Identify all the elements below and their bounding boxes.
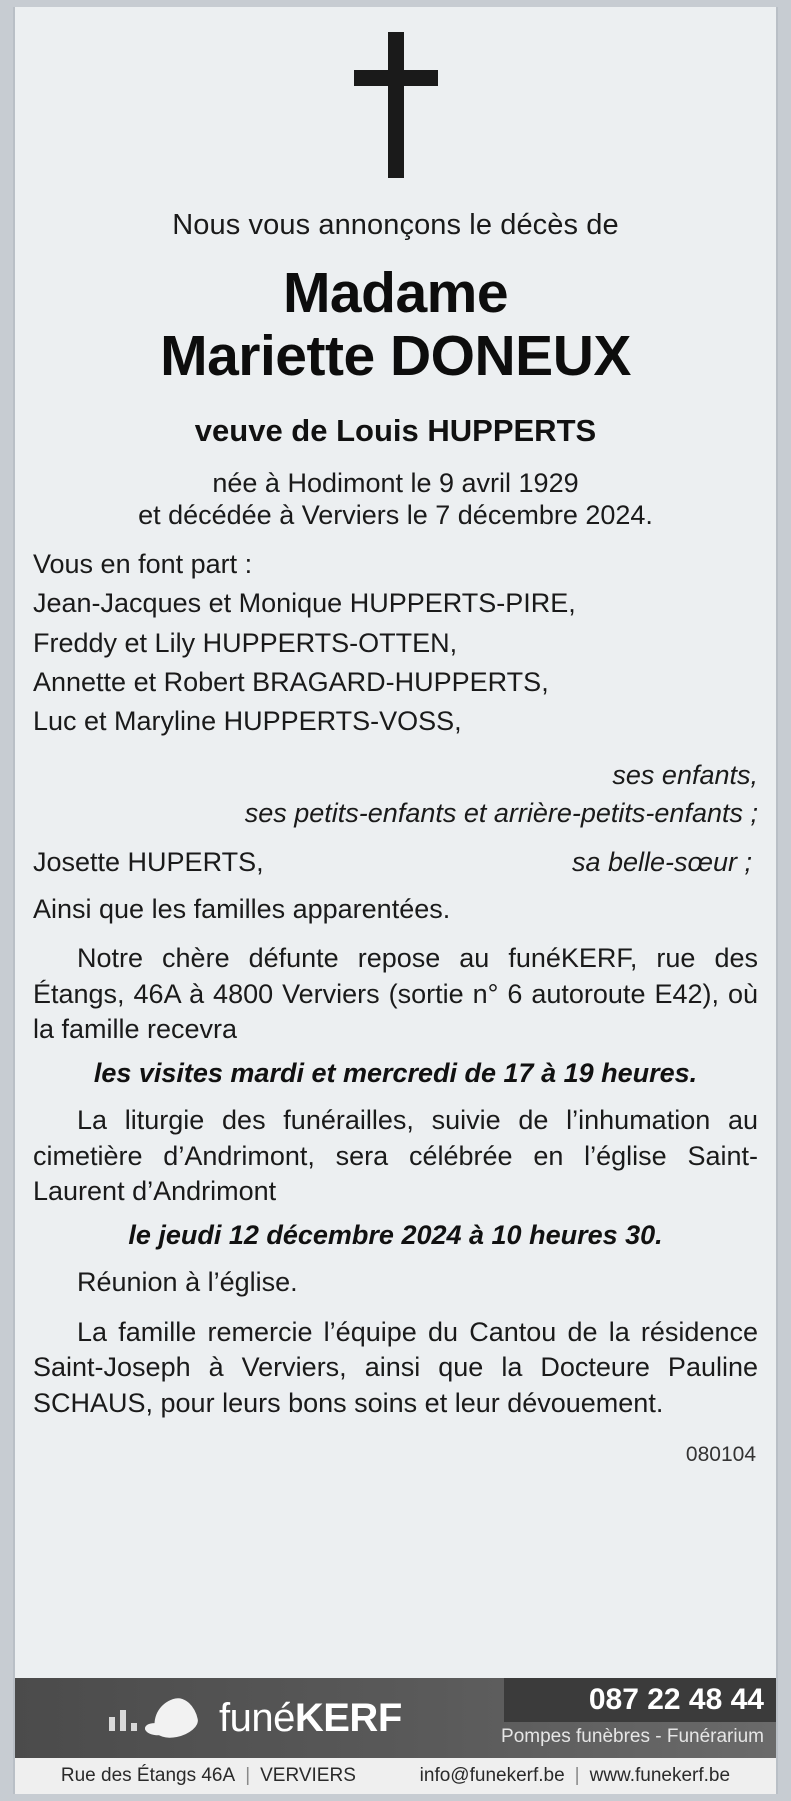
sister-in-law-row bbox=[33, 847, 758, 878]
deceased-title: Madame bbox=[282, 261, 509, 325]
cross-symbol-wrap bbox=[33, 7, 758, 203]
cross-horizontal-bar bbox=[354, 70, 438, 86]
footer-email[interactable]: info@funekerf.be bbox=[419, 1765, 565, 1786]
footer-separator-1: | bbox=[245, 1765, 251, 1786]
logo-bars-icon bbox=[109, 1707, 135, 1733]
cross-vertical-bar bbox=[388, 32, 404, 178]
repose-paragraph: Notre chère défunte repose au funéKERF, rue des Étangs, 46A à 4800 Verviers (sortie n° 6 autoroute E42), où la famille recevra bbox=[33, 943, 758, 1045]
sister-in-law-name: Josette HUPERTS, bbox=[33, 846, 264, 877]
footer-address: Rue des Étangs 46A bbox=[60, 1765, 236, 1786]
footer-tagline: Pompes funèbres - Funérarium bbox=[501, 1726, 764, 1747]
birth-line: née à Hodimont le 9 avril 1929 bbox=[212, 467, 579, 498]
footer-separator-2: | bbox=[574, 1765, 580, 1786]
family-member-2: Freddy et Lily HUPPERTS-OTTEN, bbox=[33, 627, 458, 658]
brand-name-thin: funé bbox=[219, 1695, 295, 1740]
footer-city: VERVIERS bbox=[260, 1765, 356, 1786]
footer-online-group bbox=[420, 1765, 730, 1787]
deceased-fullname: Mariette DONEUX bbox=[160, 324, 631, 389]
liturgy-paragraph: La liturgie des funérailles, suivie de l’inhumation au cimetière d’Andrimont, sera célébrée en l’église Saint-Laurent d’Andrimont bbox=[33, 1105, 758, 1207]
meeting-paragraph: Réunion à l’église. bbox=[77, 1266, 298, 1297]
relation-children: ses enfants, bbox=[612, 760, 758, 791]
dove-shape bbox=[150, 1695, 201, 1741]
phone-number[interactable]: 087 22 48 44 bbox=[504, 1678, 776, 1722]
other-families: Ainsi que les familles apparentées. bbox=[33, 893, 451, 924]
funeral-home-footer bbox=[15, 1678, 776, 1794]
death-notice-card bbox=[13, 7, 778, 1794]
footer-address-group bbox=[61, 1765, 356, 1787]
visiting-hours: les visites mardi et mercredi de 17 à 19 heures. bbox=[93, 1058, 698, 1089]
family-member-3: Annette et Robert BRAGARD-HUPPERTS, bbox=[33, 666, 549, 697]
dove-logo-icon bbox=[145, 1695, 201, 1741]
footer-contact-bar bbox=[15, 1758, 776, 1794]
brand-name bbox=[219, 1696, 402, 1741]
death-line: et décédée à Verviers le 7 décembre 2024. bbox=[138, 499, 653, 530]
brand-name-bold: KERF bbox=[294, 1695, 402, 1740]
footer-brand-band bbox=[15, 1678, 776, 1758]
birth-death-dates bbox=[33, 467, 758, 532]
deceased-name bbox=[33, 261, 758, 389]
reference-number: 080104 bbox=[685, 1443, 756, 1467]
notice-content bbox=[15, 7, 776, 1678]
thanks-paragraph: La famille remercie l’équipe du Cantou de la résidence Saint-Joseph à Verviers, ainsi que la Docteure Pauline SCHAUS, pour leurs bons soins et leur dévouement. bbox=[33, 1316, 758, 1418]
widow-line: veuve de Louis HUPPERTS bbox=[194, 412, 597, 448]
sister-in-law-relation: sa belle-sœur ; bbox=[571, 846, 752, 877]
announcement-intro: Nous vous annonçons le décès de bbox=[172, 209, 619, 241]
ceremony-date: le jeudi 12 décembre 2024 à 10 heures 30. bbox=[128, 1219, 663, 1250]
family-member-1: Jean-Jacques et Monique HUPPERTS-PIRE, bbox=[33, 588, 576, 619]
footer-website[interactable]: www.funekerf.be bbox=[589, 1765, 731, 1786]
relation-grandchildren: ses petits-enfants et arrière-petits-enfants ; bbox=[244, 797, 758, 828]
announced-by-label: Vous en font part : bbox=[33, 549, 253, 580]
family-member-4: Luc et Maryline HUPPERTS-VOSS, bbox=[33, 705, 462, 736]
cross-icon bbox=[354, 32, 438, 178]
